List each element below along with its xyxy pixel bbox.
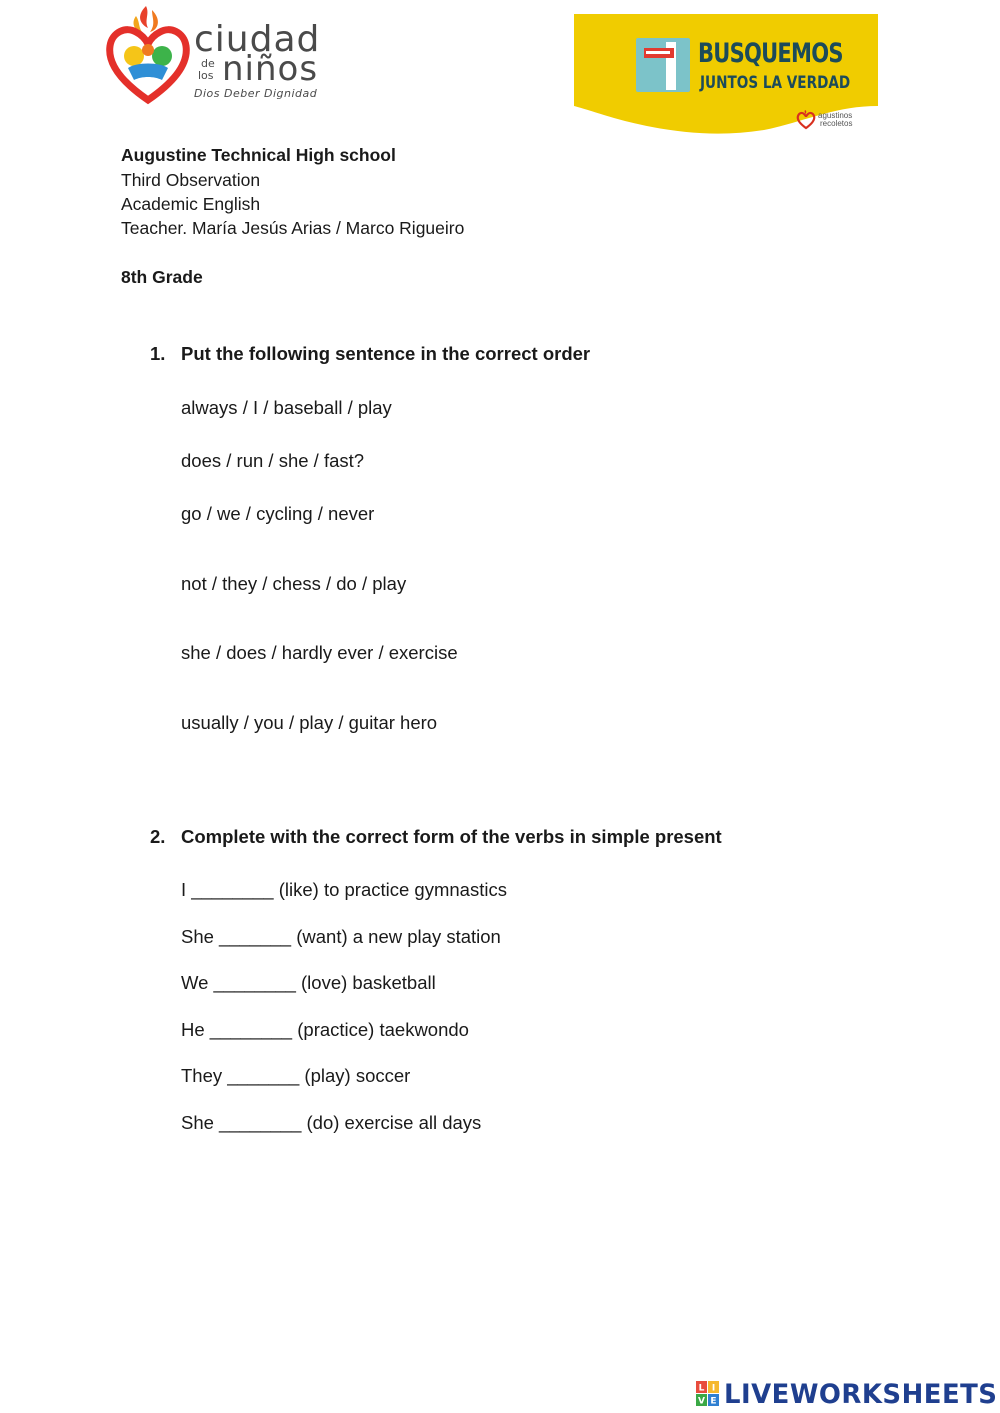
list-item: We ________ (love) basketball (181, 972, 436, 993)
recoletos-heart-icon (796, 110, 816, 130)
subject-label: Academic English (121, 194, 261, 214)
logo-word-ninos: niños (222, 49, 319, 89)
grade-label: 8th Grade (121, 267, 203, 287)
list-item: I ________ (like) to practice gymnastics (181, 879, 507, 900)
list-item: not / they / chess / do / play (181, 573, 407, 594)
liveworksheets-badge-icon (696, 1381, 720, 1407)
section-number: 1. (150, 343, 166, 364)
list-item: He ________ (practice) taekwondo (181, 1019, 469, 1040)
badge-letter: E (710, 1396, 717, 1407)
observation-label: Third Observation (121, 170, 261, 190)
badge-letter: L (698, 1383, 705, 1394)
logo-word-ciudad: ciudad (194, 19, 321, 60)
list-item: She _______ (want) a new play station (181, 926, 501, 947)
liveworksheets-brand: LIVEWORKSHEETS (724, 1378, 998, 1410)
signpost-icon (636, 38, 692, 94)
badge-letter: I (711, 1383, 716, 1394)
logo-word-los: los (198, 69, 214, 82)
liveworksheets-footer (696, 1378, 1000, 1410)
logo-word-de: de (201, 57, 215, 70)
badge-letter: V (698, 1396, 705, 1407)
list-item: always / I / baseball / play (181, 397, 392, 418)
logo-tagline: Dios Deber Dignidad (194, 87, 318, 100)
banner-title-line-1: BUSQUEMOS (698, 38, 843, 69)
section-title: Complete with the correct form of the verbs in simple present (181, 826, 722, 847)
banner-org-line-1: agustinos (818, 111, 853, 120)
busquemos-banner (574, 14, 878, 136)
flaming-heart-icon (106, 2, 190, 106)
list-item: They _______ (play) soccer (181, 1065, 411, 1086)
list-item: go / we / cycling / never (181, 503, 375, 524)
banner-title-line-2: JUNTOS LA VERDAD (700, 73, 851, 93)
list-item: she / does / hardly ever / exercise (181, 642, 458, 663)
section-title: Put the following sentence in the correct order (181, 343, 591, 364)
school-name: Augustine Technical High school (121, 145, 396, 165)
list-item: She ________ (do) exercise all days (181, 1112, 482, 1133)
list-item: does / run / she / fast? (181, 450, 365, 471)
ciudad-de-los-ninos-logo (106, 2, 336, 106)
section-number: 2. (150, 826, 166, 847)
teacher-label: Teacher. María Jesús Arias / Marco Rigueiro (121, 218, 465, 238)
list-item: usually / you / play / guitar hero (181, 712, 438, 733)
banner-org-line-2: recoletos (820, 119, 853, 128)
